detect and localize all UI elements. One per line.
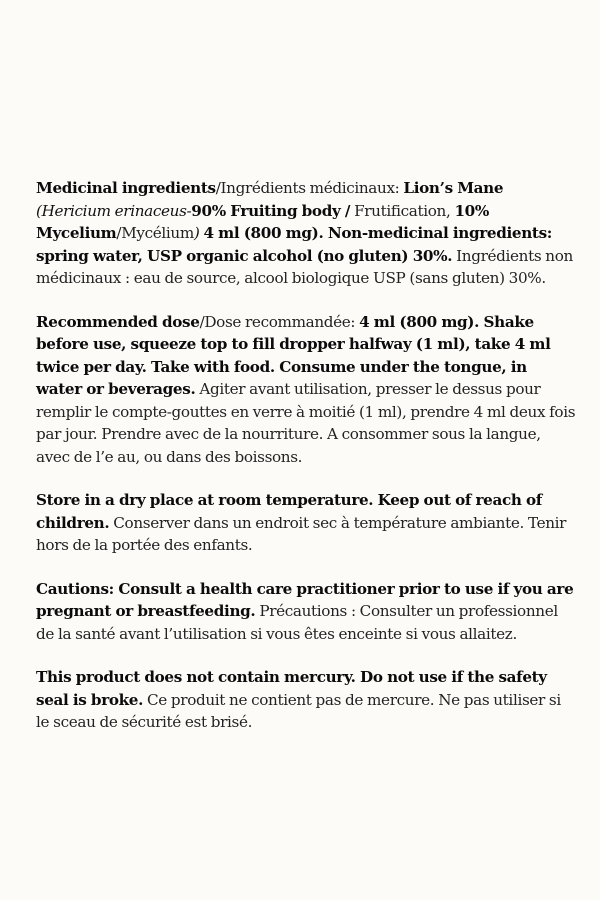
mycelium-separator: / (116, 224, 122, 242)
dose-paragraph (36, 311, 576, 469)
mercury-paragraph (36, 666, 576, 734)
mercury-warning-fr: Ce produit ne contient pas de mercure. Ne pas utiliser si le sceau de sécurité est brisé. (36, 690, 561, 731)
dose-instructions-en: 4 ml (800 mg). Shake before use, squeeze top to fill dropper halfway (1 ml), take 4 ml twice per day. Take with food. Consume under the tongue, in water or beverages. (36, 312, 551, 398)
dose-instructions-fr: Agiter avant utilisation, presser le dessus pour remplir le compte-gouttes en verre à moitié (1 ml), prendre 4 ml deux fois par jour. Prendre avec de la nourriture. A consommer sous la langue, avec de l’e au, ou dans des boissons. (36, 380, 576, 466)
latin-closing-paren: ) (193, 224, 204, 242)
mercury-warning-en: This product does not contain mercury. Do not use if the safety seal is broke. (36, 668, 547, 709)
cautions-fr: Précautions : Consulter un professionnel de la santé avant l’utilisation si vous êtes enceinte si vous allaitez. (36, 602, 558, 643)
recommended-dose-heading-fr: Dose recommandée: (204, 312, 360, 331)
cautions-en: Cautions: Consult a health care practitioner prior to use if you are pregnant or breastfeeding. (36, 579, 574, 620)
fruiting-body-percent: 90% Fruiting body / (191, 201, 351, 220)
fruiting-body-fr: Frutification, (350, 201, 455, 220)
storage-paragraph (36, 489, 576, 557)
storage-instructions-en: Store in a dry place at room temperature. Keep out of reach of children. (36, 491, 542, 532)
mycelium-fr: Mycélium (121, 224, 194, 242)
dose-separator: / (199, 312, 205, 331)
non-medicinal-ingredients-fr: Ingrédients non médicinaux : eau de source, alcool biologique USP (sans gluten) 30%. (36, 246, 573, 287)
medicinal-ingredients-heading-fr: Ingrédients médicinaux: (220, 179, 404, 197)
ingredients-paragraph (36, 177, 576, 290)
ingredients-separator: / (215, 179, 221, 197)
mycelium-percent: 10% Mycelium (36, 201, 489, 242)
latin-name: (Hericium erinaceus- (36, 201, 192, 220)
product-label-text (36, 177, 576, 755)
product-name: Lion’s Mane (403, 179, 504, 197)
recommended-dose-heading: Recommended dose (36, 312, 200, 331)
dose-and-non-medicinal-en: 4 ml (800 mg). Non-medicinal ingredients: spring water, USP organic alcohol (no gluten) 30%. (36, 224, 553, 265)
cautions-paragraph (36, 578, 576, 646)
medicinal-ingredients-heading: Medicinal ingredients (36, 179, 216, 197)
storage-instructions-fr: Conserver dans un endroit sec à température ambiante. Tenir hors de la portée des enfants. (36, 513, 567, 554)
